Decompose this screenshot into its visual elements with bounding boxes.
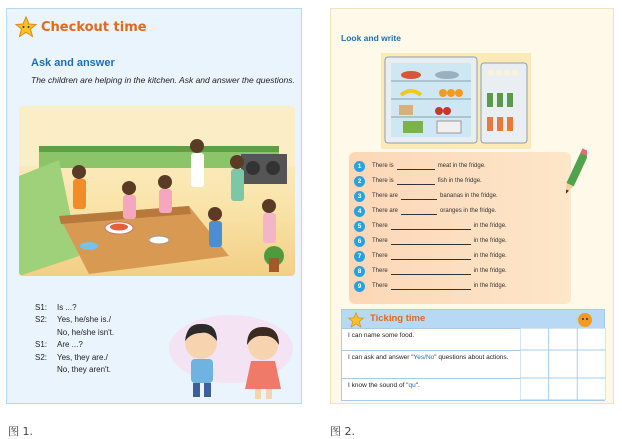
answer-blank[interactable] xyxy=(401,208,437,215)
ticking-item: I can name some food. xyxy=(342,328,520,350)
dialogue-pattern xyxy=(35,302,114,376)
star-icon xyxy=(347,312,365,328)
dialogue-line: S1: Is ...? xyxy=(35,303,77,312)
answer-blank[interactable] xyxy=(391,268,471,275)
exercise-item: 5 There in the fridge. xyxy=(354,220,507,232)
exercise-item: 1 There is meat in the fridge. xyxy=(354,160,486,172)
answer-blank[interactable] xyxy=(397,178,435,185)
dialogue-line: S1: Are ...? xyxy=(35,340,83,350)
activity-title: Ask and answer xyxy=(31,57,115,69)
answer-blank[interactable] xyxy=(391,253,471,260)
answer-blank[interactable] xyxy=(391,238,471,245)
answer-blank[interactable] xyxy=(397,163,435,170)
exercise-item: 7 There in the fridge. xyxy=(354,250,507,262)
figure-caption-2: 图 2. xyxy=(330,425,355,438)
activity-title: Look and write xyxy=(341,33,401,43)
exercise-item: 9 There in the fridge. xyxy=(354,280,507,292)
dialogue-line: No, he/she isn't. xyxy=(57,327,115,337)
ticking-title: Ticking time xyxy=(370,313,426,324)
kitchen-illustration xyxy=(19,106,295,276)
answer-blank[interactable] xyxy=(391,283,471,290)
pencil-icon xyxy=(565,146,587,198)
instruction-text: The children are helping in the kitchen. Ask and answer the questions. xyxy=(31,75,295,85)
exercise-item: 3 There are bananas in the fridge. xyxy=(354,190,498,202)
exercise-item: 2 There is fish in the fridge. xyxy=(354,175,482,187)
dialogue-line: S2: Yes, he/she is./ xyxy=(35,315,111,325)
answer-blank[interactable] xyxy=(391,223,471,230)
answer-blank[interactable] xyxy=(401,193,437,200)
section-header-checkout: Checkout time xyxy=(41,20,147,35)
ticking-item: I can ask and answer "Yes/No" questions about actions. xyxy=(342,350,520,378)
tick-grid xyxy=(520,328,606,400)
exercise-item: 8 There in the fridge. xyxy=(354,265,507,277)
dialogue-line: S2: Yes, they are./ xyxy=(35,352,108,362)
ticking-time-box xyxy=(341,309,605,401)
star-icon xyxy=(15,16,37,38)
ticking-header xyxy=(342,310,604,328)
exercise-item: 6 There in the fridge. xyxy=(354,235,507,247)
exercise-item: 4 There are oranges in the fridge. xyxy=(354,205,496,217)
figure-caption-1: 图 1. xyxy=(8,425,33,438)
ticking-item: I know the sound of "qu". xyxy=(342,378,520,400)
mascot-icon xyxy=(568,310,602,328)
page-look-and-write xyxy=(330,8,614,404)
two-children-illustration xyxy=(165,309,297,403)
page-checkout-time xyxy=(6,8,302,404)
fridge-illustration xyxy=(381,53,531,149)
dialogue-line: No, they aren't. xyxy=(57,365,111,375)
